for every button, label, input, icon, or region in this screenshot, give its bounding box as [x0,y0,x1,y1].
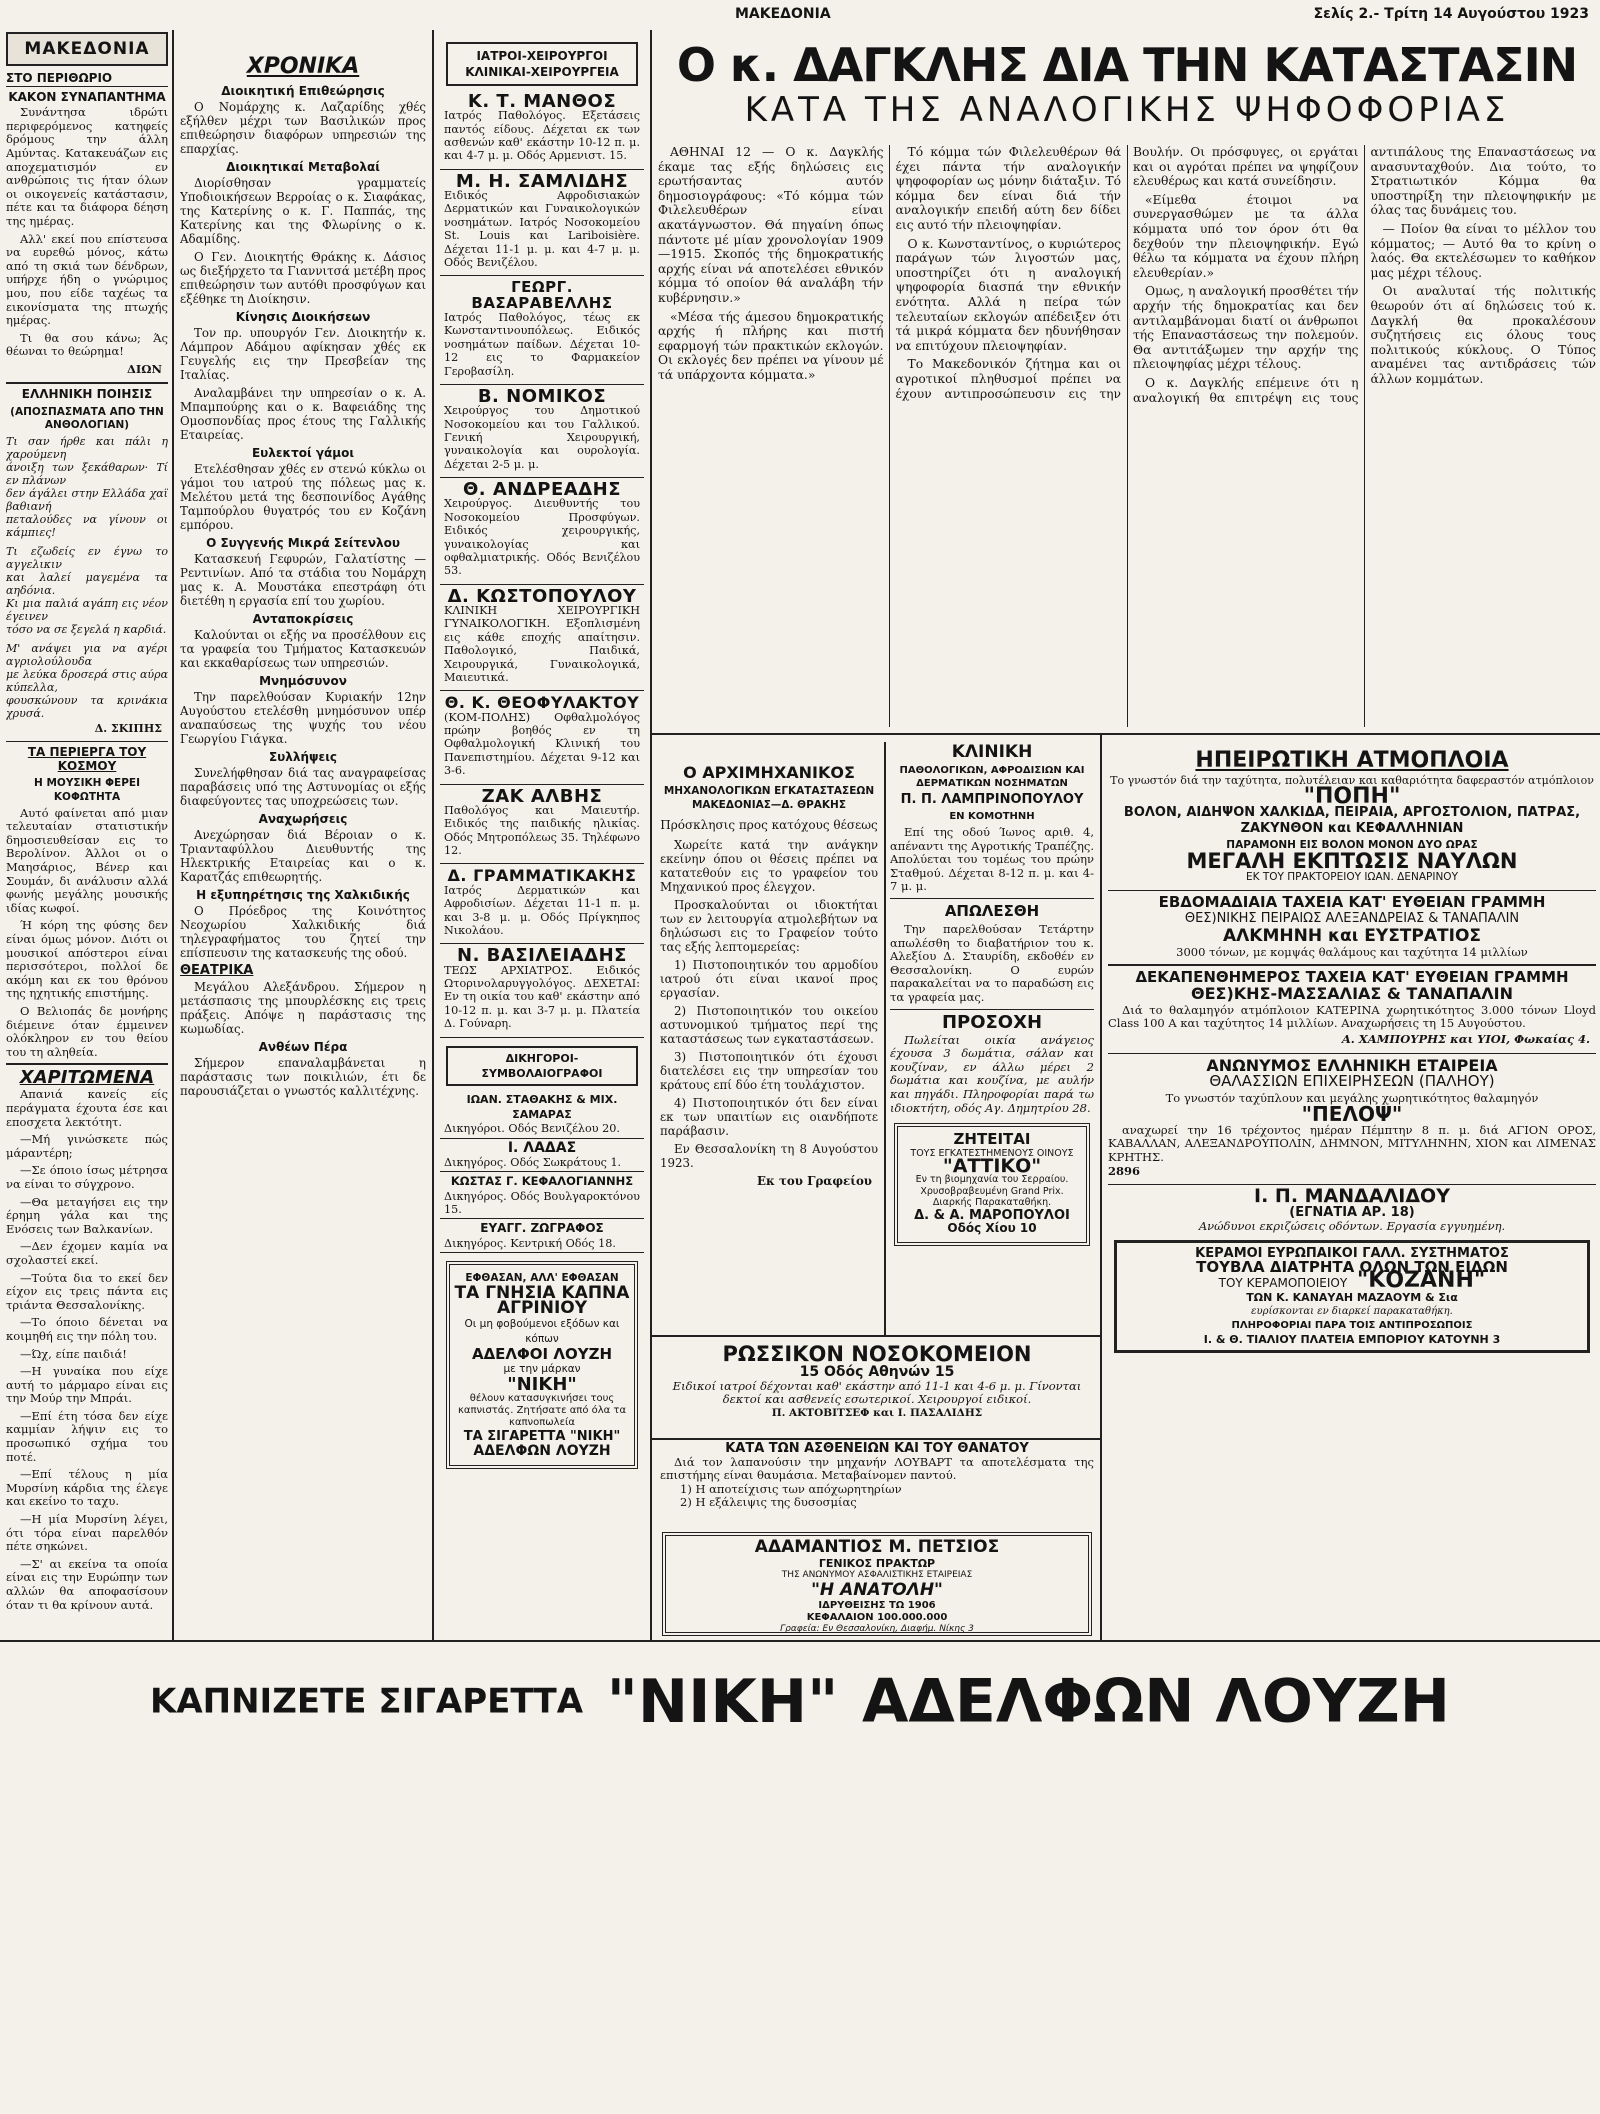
tiles-ad [1114,1240,1590,1354]
poem-line: τόσο να σε ξεγελά η καρδιά. [6,622,167,636]
doctor-listing [440,691,644,784]
tiles-brand: "ΚΟΖΑΝΗ" [1356,1268,1486,1294]
footer-banner [0,1656,1600,1746]
dialogue-line: —Επί έτη τόσα δεν είχε καμμίαν λήψιν εις το προσωπικό σχήμα του ποτέ. [6,1408,168,1464]
fortnightly-line-details: Διά το θαλαμηγόν ατμόπλοιον ΚΑΤΕΡΙΝΑ χωρητικότητος 3.000 τόνων Lloyd Class 100 A και ταχύτητος 14 μιλλίων. Αναχωρήσεις τη 15 Αυγούστου. [1108,1002,1596,1031]
news-item [180,964,426,1036]
poem-line: Μ' ανάψει για να αγέρι αγριολούλουδα [6,641,168,668]
poem-line: φουσκώνουν τα κρινάκια χρυσά. [6,693,168,720]
story-paragraph: Ο κ. Κωνσταντίνος, ο κυριώτερος παράγων τών λιγοστών μας, υποστηρίζει ότι η αναλογική ψηφοφορία διασπά την εθνικήν ενότητα. Αλλά η πείρα τών τελευταίων εκλογών απέδειξεν ότι τά μικρά κόμματα δεν ηδυνήθησαν να επιτύχουν πλειοψηφίαν. [895,236,1121,353]
footer-text-2: "ΝΙΚΗ" [606,1666,839,1737]
weekly-line-route: ΘΕΣ)ΝΙΚΗΣ ΠΕΙΡΑΙΩΣ ΑΛΕΞΑΝΔΡΕΙΑΣ & ΤΑΝΑΠΑΛΙΝ [1184,911,1520,927]
tobacco-ad-line: ΕΦΘΑΣΑΝ, ΑΛΛ' ΕΦΘΑΣΑΝ [465,1272,619,1284]
tiles-line: ΤΩΝ Κ. ΚΑΝΑΥΑΗ ΜΑΖΑΟΥΜ & Σια [1246,1291,1458,1305]
news-item [180,250,426,306]
attention-title: ΠΡΟΣΟΧΗ [941,1012,1043,1034]
insurance-brand: "Η ΑΝΑΤΟΛΗ" [811,1580,943,1600]
against-body: Διά τον λαπανούσιν την μηχανήν ΛΟΥΒΑΡΤ τα αποτελέσματα της επιστήμης είναι θαυμάσια. Μεταβαίνομεν παντού. [660,1454,1094,1483]
tiles-line: ΚΕΡΑΜΟΙ ΕΥΡΩΠΑΙΚΟΙ ΓΑΛΛ. ΣΥΣΤΗΜΑΤΟΣ [1195,1245,1509,1261]
story-paragraph: Τό κόμμα τών Φιλελευθέρων θά έχει πάντα τήν αναλογικήν ψηφοφορίαν ως μόνην διάταξιν. Τό κόμμα δεν είναι διά τήν αναλογικήν επειδή αύτη δεν δίδει εις αυτό τήν πλειοψηφίαν. [895,145,1121,232]
tiles-line: ΤΟΥΒΛΑ ΔΙΑΤΡΗΤΑ ΟΛΩΝ ΤΩΝ ΕΙΔΩΝ [1196,1257,1508,1276]
engineer-signature: Εκ του Γραφείου [757,1174,872,1188]
news-item [180,1040,426,1098]
engineer-title: Ο ΑΡΧΙΜΗΧΑΝΙΚΟΣ [683,763,855,782]
news-item [180,310,426,382]
doctor-name: ΓΕΩΡΓ. ΒΑΣΑΡΑΒΕΛΛΗΣ [471,278,613,312]
article-paragraph: Αλλ' εκεί που επίστευσα να ευρεθώ μόνος, κάτω από τη σκιά των δένδρων, υπήρχε ήδη ο γνώριμος μου, που είδε ταχέως τα εικονίσματα της πτωχής ημέρας. [6,231,168,328]
insurance-founded: ΙΔΡΥΘΕΙΣΗΣ ΤΩ 1906 [818,1600,936,1611]
column-section-heading: ΤΑ ΠΕΡΙΕΡΓΑ ΤΟΥ ΚΟΣΜΟΥ [27,745,147,773]
poem-line: Τι σαν ήρθε και πάλι η χαρούμενη [6,434,168,461]
article-paragraph: Συνάντησα ιδρώτι περιφερόμενος κατηφείς δρόμους την άλλη Αμύντας. Κατακευάζων εις αποχεματισμόν εν ανθρώποις τις ήταν όλων οι οικογενείς κατάστασιν, πέτε και τα διάφορα δέηση της ημέρας. [6,105,168,228]
lawyers-header-text: ΔΙΚΗΓΟΡΟΙ-ΣΥΜΒΟΛΑΙΟΓΡΑΦΟΙ [481,1051,603,1080]
headline-line-1: Ο κ. ΔΑΓΚΛΗΣ ΔΙΑ ΤΗΝ ΚΑΤΑΣΤΑΣΙΝ [676,38,1578,92]
doctor-name: Θ. Κ. ΘΕΟΦΥΛΑΚΤΟΥ [444,693,640,713]
dentist-title: Ι. Π. ΜΑΝΔΑΛΙΔΟΥ [1254,1185,1450,1208]
tobacco-ad-line: ΑΓΡΙΝΙΟΥ [496,1298,588,1319]
news-item [180,386,426,442]
attention-details: Πωλείται οικία ανάγειος έχουσα 3 δωμάτια, σάλαν και κουζίναν, εν άλλω μέρει 2 δωμάτια και κουζίνα, με αυλήν και πηγάδι. Πληροφορίαι παρά τω ιδιοκτήτη, οδός Αγ. Δημητρίου 28. [890,1032,1094,1115]
loss-title: ΑΠΩΛΕΣΘΗ [944,902,1040,921]
news-item-text: Καλούνται οι εξής να προσέλθουν εις τα γραφεία του Τμήματος Κατασκευών και εκκαθαρίσεως των υπηρεσιών. [180,628,426,670]
tobacco-ad-line: Οι μη φοβούμενοι εξόδων και κόπων [464,1317,620,1345]
dentist-address: (ΕΓΝΑΤΙΑ ΑΡ. 18) [1289,1205,1415,1221]
doctor-name: Δ. ΚΩΣΤΟΠΟΥΛΟΥ [447,585,637,607]
news-item-text: Τον πρ. υπουργόν Γεν. Διοικητήν κ. Λάμπρον Αδάμου αφίκησαν χθές εκ Γευγελής εις την Πρεσβείαν της Ιταλίας. [180,326,426,382]
against-point: 2) Η εξάλειψις της δυσοσμίας [680,1495,857,1510]
hospital-address: 15 Οδός Αθηνών 15 [799,1364,955,1380]
doctor-details: Χειρούργος. Διευθυντής του Νοσοκομείου Προσφύγων. Ειδικός χειρουργικής, γυναικολογίας και οφθαλμιατρικής. Οδός Βενιζέλου 53. [444,497,640,578]
article-title: ΚΑΚΟΝ ΣΥΝΑΠΑΝΤΗΜΑ [8,89,166,104]
news-item-heading: Ανθέων Πέρα [258,1040,348,1054]
shipping-route: ΒΟΛΟΝ, ΑΙΔΗΨΟΝ ΧΑΛΚΙΔΑ, ΠΕΙΡΑΙΑ, ΑΡΓΟΣΤΟΛΙΟΝ, ΠΑΤΡΑΣ, ΖΑΚΥΝΘΟΝ και ΚΕΦΑΛΛΗΝΙΑΝ [1123,805,1581,837]
story-paragraph: Ο κ. Δαγκλής επέμεινε ότι η αναλογική θα επιτρέψη εις τους αντιπάλους της Επαναστάσεως να ανασυνταχθούν. Δια τούτο, το Στρατιωτικόν Κόμμα θα υποστηρίξη την πλειοψηφικήν με όλας τας δυνάμεις του. [1133,145,1596,405]
shipping-column [1108,742,1596,1637]
poem [6,435,168,735]
company-ship-name: "ΠΕΛΟΨ" [1301,1101,1403,1126]
doctor-name: Β. ΝΟΜΙΚΟΣ [477,385,607,407]
news-item-heading: Ανταποκρίσεις [252,612,354,626]
fortnightly-line-signature: Α. ΧΑΜΠΟΥΡΗΣ και ΥΙΟΙ, Φωκαίας 4. [1341,1032,1590,1047]
doctor-details: ΤΕΩΣ ΑΡΧΙΑΤΡΟΣ. Ειδικός Ωτορινολαρυγγολόγος. ΔΕΧΕΤΑΙ: Εν τη οικία του καθ' εκάστην από 10-12 π. μ. και 3-7 μ. μ. Πλατεία Δ. Γούναρη. [444,963,640,1031]
hospital-details: Ειδικοί ιατροί δέχονται καθ' εκάστην από 11-1 και 4-6 μ. μ. Γίνονται δεκτοί και ασθενείς εσωτερικοί. Χειρουργοί ειδικοί. [672,1378,1082,1407]
lawyer-name: ΕΥΑΓΓ. ΖΩΓΡΑΦΟΣ [480,1221,604,1236]
tobacco-ad-line: ΤΑ ΓΝΗΣΙΑ ΚΑΠΝΑ [454,1283,630,1304]
engineer-heading: Πρόσκλησις προς κατόχους θέσεως [660,818,878,832]
article-paragraph: Ή κόρη της φύσης δεν είναι όμως μόνον. Διότι οι μουσικοί απόστεροι είναι περισσότεροι, πολλοί δε ακόμη και εκ του θρόνου της ηχητικής επιστήμης. [6,918,168,1001]
article-paragraph: Αυτό φαίνεται από μιαν τελευταίαν στατιστικήν δημοσιευθείσαν εις το Βερολίνον. Άλλοι οι ο Μαησάριος, Βένερ και Σουμάν, δι ανάλυσιν αλλά φωνής μεγάλης μουσικής ιδίας κωφοί. [6,805,168,915]
shipping-intro: Το γνωστόν διά την ταχύτητα, πολυτέλειαν και καθαριότητα δαφεραστόν ατμόπλοιον [1110,773,1594,787]
company-intro: Το γνωστόν ταχύπλουν και μεγάλης χωρητικότητος θαλαμηγόν [1165,1091,1539,1106]
engineer-paragraph: Προσκαλούνται οι ιδιοκτήται των εν λειτουργία ατμολεβήτων να δηλώσωσι εις το Γραφείον τούτο τας εξής λεπτομερείας: [660,898,878,954]
news-item-heading: Μνημόσυνον [259,674,347,688]
poem-author: Δ. ΣΚΙΠΗΣ [94,721,162,735]
news-item [180,612,426,670]
news-item-heading: Κίνησις Διοικήσεων [235,310,371,324]
lawyer-details: Δικηγόροι. Οδός Βενιζέλου 20. [444,1122,620,1136]
news-item-text: Ο Γεν. Διοικητής Θράκης κ. Δάσιος ως διεξήρχετο τα Γιαννιτσά μετέβη προς επιθεώρησιν των αυτόθι προσφύγων και εξέθηκε τη Διοίκησιν. [180,250,426,306]
tiles-line: ευρίσκονται εν διαρκεί παρακαταθήκη. [1251,1305,1453,1317]
doctor-details: Παθολόγος και Μαιευτήρ. Ειδικός της παιδικής ηλικίας. Οδός Μητροπόλεως 35. Τηλέφωνο 12. [444,803,640,858]
news-item-text: Αναλαμβάνει την υπηρεσίαν ο κ. Α. Μπαμπούρης και ο κ. Βαφειάδης της Ομοσπονδίας προς έτους της Γαλλικής Εταιρείας. [180,386,426,442]
doctors-header-text: ΙΑΤΡΟΙ-ΧΕΙΡΟΥΡΓΟΙ ΚΛΙΝΙΚΑΙ-ΧΕΙΡΟΥΡΓΕΙΑ [465,49,619,79]
story-paragraph: — Ποίον θα είναι το μέλλον του κόμματος; — Αυτό θα το κρίνη ο λαός. Θα εκτελέσωμεν το καθήκον μας μέχρι τέλους. [1370,221,1596,280]
engineer-paragraph: 2) Πιστοποιητικόν του οικείου αστυνομικού τμήματος περί της καταστάσεως των εγκαταστάσεων. [660,1004,878,1046]
company-details: αναχωρεί την 16 τρέχοντος ημέραν Πέμπτην 8 π. μ. διά ΑΓΙΟΝ ΟΡΟΣ, ΚΑΒΑΛΛΑΝ, ΑΛΕΞΑΝΔΡΟΥΠΟΛΙΝ, ΔΗΜΝΟΝ, ΜΙΤΥΛΗΝΗΝ, ΧΙΟΝ και ΛΙΜΕΝΑΣ ΚΡΗΤΗΣ. [1108,1122,1596,1165]
news-item-text: Μεγάλου Αλεξάνδρου. Σήμερον η μετάσπασις της μπουρλέσκης εις τρεις πράξεις. Απόψε η παράστασις της κωμωδίας. [180,980,426,1036]
column-section-heading: ΣΤΟ ΠΕΡΙΘΩΡΙΟ [6,72,168,87]
dialogue-line: —Τούτα δια το εκεί δεν είχον εις τρεις πάντα εις τριάντα Θεσσαλονίκης. [6,1270,168,1312]
strip-date: Σελίς 2.- Τρίτη 14 Αυγούστου 1923 [1313,6,1589,22]
weekly-line-title: ΕΒΔΟΜΑΔΙΑΙΑ ΤΑΧΕΙΑ ΚΑΤ' ΕΥΘΕΙΑΝ ΓΡΑΜΜΗ [1158,893,1546,912]
clinic-doctor: Π. Π. ΛΑΜΠΡΙΝΟΠΟΥΛΟΥ [900,791,1084,807]
news-item-text: Ο Πρόεδρος της Κοινότητος Νεοχωρίου Χαλκιδικής διά τηλεγραφήματος του ζητεί την επίσπευσιν της κατασκευής της οδού. [180,904,426,960]
dialogue-line: —Ώχ, είπε παιδιά! [20,1346,127,1361]
article-signature: ΔΙΩΝ [126,361,162,376]
fortnightly-line-title: ΔΕΚΑΠΕΝΘΗΜΕΡΟΣ ΤΑΧΕΙΑ ΚΑΤ' ΕΥΘΕΙΑΝ ΓΡΑΜΜΗ [1135,967,1569,986]
doctor-name: Μ. Η. ΣΑΜΛΙΔΗΣ [455,170,629,192]
tiles-line: ΠΛΗΡΟΦΟΡΙΑΙ ΠΑΡΑ ΤΟΙΣ ΑΝΤΙΠΡΟΣΩΠΟΙΣ [1231,1319,1473,1331]
loss-notice [890,902,1094,1004]
doctor-details: Ιατρός Παθολόγος. Εξετάσεις παντός είδους. Δέχεται εκ των ασθενών καθ' εκάστην 10-12 π. μ. και 4-7 μ. μ. Οδός Αρμενιστ. 15. [444,109,640,163]
doctor-name: Κ. Τ. ΜΑΝΘΟΣ [467,91,617,112]
insurance-role: ΓΕΝΙΚΟΣ ΠΡΑΚΤΩΡ [818,1557,936,1570]
column-3-directory [440,32,644,1637]
hospital-signature: Π. ΑΚΤΟΒΙΤΣΕΦ και Ι. ΠΑΣΑΛΙΔΗΣ [771,1406,983,1419]
tiles-line: ΤΟΥ ΚΕΡΑΜΟΠΟΙΕΙΟΥ [1218,1276,1348,1291]
news-item-text: Διορίσθησαν γραμματείς Υποδιοικήσεων Βερροίας ο κ. Σιαφάκας, της Κατερίνης ο κ. Γ. Παππάς, της Κατερίνης και της Φλωρίνης ο κ. Αδαμίδης. [180,176,426,246]
dialogue-line: —Δεν έχομεν καμία να σχολαστεί εκεί. [6,1239,168,1267]
news-item-heading: Ο Συγγενής Μικρά Σείτενλου [206,536,400,550]
poem-line: και λαλεί μαγεμένα τα αηδόνια. [6,570,168,597]
insurance-ad [662,1532,1092,1636]
doctor-name: ΖΑΚ ΑΛΒΗΣ [481,785,603,807]
top-strip [725,6,1595,24]
wine-ad-owner: Δ. & Α. ΜΑΡΟΠΟΥΛΟΙ [914,1207,1070,1223]
dialogue-line: —Μή γινώσκετε πώς μάραντέρη; [6,1132,168,1160]
against-diseases-ad [660,1442,1094,1528]
wine-ad-body: Εν τη βιομηχανία του Σερραίου. Χρυσοβραβευμένη Grand Prix. Διαρκής Παρακαταθήκη. [915,1174,1069,1209]
doctors-header-box [446,42,638,86]
lawyer-listing [440,1090,644,1139]
news-item [180,536,426,608]
story-paragraph: «Είμεθα έτοιμοι να συνεργασθώμεν με τα άλλα κόμματα υπό τον όρον ότι θα δεχθούν την πλειοψηφικήν. Εγώ θέλω τα κόμματα να έχουν πλήρη ελευθερίαν.» [1133,192,1359,280]
weekly-line-ships-info: 3000 τόνων, με κομψάς θαλάμους και ταχύτητα 14 μιλλίων [1176,944,1528,959]
strip-paper-name: ΜΑΚΕΔΟΝΙΑ [735,6,831,22]
weekly-line-ships: ΑΛΚΜΗΝΗ και ΕΥΣΤΡΑΤΙΟΣ [1222,925,1482,946]
shipping-agent: ΕΚ ΤΟΥ ΠΡΑΚΤΟΡΕΙΟΥ ΙΩΑΝ. ΔΕΝΑΡΙΝΟΥ [1246,870,1458,883]
news-item [180,750,426,808]
doctor-details: Ιατρός Παθολόγος, τέως εκ Κωνσταντινουπόλεως. Ειδικός νοσημάτων παίδων. Δέχεται 10-12 εις το Φαρμακείον Γεροβασίλη. [444,310,640,378]
engineer-paragraph: 4) Πιστοποιητικόν ότι δεν είναι εκ των υπαιτίων εις οιανδήποτε παράβασιν. [660,1096,878,1138]
article-paragraph: Ο Βελιοπάς δε μονήρης διέμεινε όταν έμμεινεν ολόκληρον εν του θείου του τη αληθεία. [6,1003,168,1059]
shipping-discount: ΜΕΓΑΛΗ ΕΚΠΤΩΣΙΣ ΝΑΥΛΩΝ [1186,849,1518,874]
news-item-text: Ετελέσθησαν χθές εν στενώ κύκλω οι γάμοι του ιατρού της πόλεως μας κ. Μελέτου μετά της δεσποινίδος Αγάθης Ταμπούρλου θυγατρός του εν Κοζάνη εμπόρου. [180,462,426,532]
dialogue-line: —Σ' αι εκείνα τα οποία είναι εις την Ευρώπην των αλλών θα αποφασίσουν όταν τι θα κρίνουν αυτά. [6,1556,168,1612]
lawyer-listing [440,1219,644,1253]
doctor-listing [440,585,644,692]
engineer-notice [660,742,878,1332]
engineer-paragraph: 1) Πιστοποιητικόν του αρμοδίου ιατρού ότι είναι ικανοί προς εργασίαν. [660,958,878,1000]
dialogue-line: —Σε όποιο ίσως μέτρησα να είναι το σύγχρονο. [6,1163,168,1191]
poem-line: Κι μια παλιά αγάπη εις νέον έγεινεν [6,596,168,623]
lawyer-name: Ι. ΛΑΔΑΣ [507,1139,577,1156]
shipping-title: ΗΠΕΙΡΩΤΙΚΗ ΑΤΜΟΠΛΟΙΑ [1195,748,1509,773]
insurance-name: ΑΔΑΜΑΝΤΙΟΣ Μ. ΠΕΤΣΙΟΣ [754,1537,1000,1557]
engineer-paragraph: 3) Πιστοποιητικόν ότι έχουσι διατελέσει εις την υπηρεσίαν του κράτους επί δύο έτη τουλάχιστον. [660,1050,878,1092]
attention-notice [890,1012,1094,1115]
article-title: Η ΜΟΥΣΙΚΗ ΦΕΡΕΙ ΚΟΦΩΤΗΤΑ [34,777,140,804]
against-point: 1) Η αποτείχισις των απόχωρητηρίων [680,1481,902,1496]
dialogue-line: —Η μία Μυρσίνη λέγει, ότι τόρα είναι παρελθόν πέτε σηκώνει. [6,1512,168,1554]
news-item [180,888,426,960]
news-item-heading: ΘΕΑΤΡΙΚΑ [180,963,254,978]
insurance-office: Γραφεία: Εν Θεσσαλονίκη, Διαφήμ. Νίκης 3 [780,1624,974,1634]
insurance-capital: ΚΕΦΑΛΑΙΟΝ 100.000.000 [806,1612,948,1623]
news-item-text: Ο Νομάρχης κ. Λαζαρίδης χθές εξήλθεν μέχρι των Βασιλικών προς επιθεώρησιν διαφόρων υπηρεσιών της επαρχίας. [180,100,426,156]
story-paragraph: Το Μακεδονικόν ζήτημα και οι αγροτικοί πληθυσμοί πρέπει να έχουν αντιπροσώπευσιν εις την Βουλήν. Οι πρόσφυγες, οι εργάται και οι αγρόται πρέπει να ψηφίζουν ελευθέρως και κατά συνείδησιν. [895,145,1359,401]
news-item-text: Ανεχώρησαν διά Βέροιαν ο κ. Τριανταφύλλου Διευθυντής της Ηλεκτρικής Εταιρείας και ο κ. Καρατζάς επιθεωρητής. [180,828,426,884]
news-item-heading: Διοικητικαί Μεταβολαί [226,160,380,174]
news-item-text: Σήμερον επαναλαμβάνεται η παράστασις των ποικιλιών, έτι δε παρουσιάζεται ο γνωστός καλλιτέχνης. [180,1056,426,1098]
notices-column [890,742,1094,1337]
doctor-details: Ιατρός Δερματικών και Αφροδισίων. Δέχεται 11-1 π. μ. και 3-8 μ. μ. Οδός Πρίγκηπος Νικολάου. [444,883,640,937]
news-item-text: Την παρελθούσαν Κυριακήν 12ην Αυγούστου ετελέσθη μνημόσυνον υπέρ αναπαύσεως της ψυχής του νέου Γεωργίου Γιάγκα. [180,690,426,746]
lawyer-details: Δικηγόρος. Οδός Σωκράτους 1. [444,1155,622,1169]
doctor-details: (ΚΟΜ-ΠΟΛΗΣ) Οφθαλμολόγος πρώην βοηθός εν τη Οφθαλμολογική Κλινική του Πανεπιστημίου. Δέχεται 9-12 και 3-6. [444,710,640,778]
wine-ad-title: ΖΗΤΕΙΤΑΙ [953,1130,1031,1149]
poem-line: πεταλούδες να γίνουν οι κάμπιες! [6,512,168,539]
main-story [658,145,1596,727]
doctor-listing [440,90,644,170]
news-item-heading: Διοικητική Επιθεώρησις [221,84,385,98]
fortnightly-line-route: ΘΕΣ)ΚΗΣ-ΜΑΣΣΑΛΙΑΣ & ΤΑΝΑΠΑΛΙΝ [1191,983,1513,1003]
news-item-heading: Ευλεκτοί γάμοι [251,446,355,460]
poem-line: δεν άγάλει στην Ελλάδα χαϊ βαθιανή [6,486,168,513]
column-2 [180,32,426,1637]
doctor-listing [440,785,644,865]
lawyers-header-box [446,1046,638,1086]
lawyer-details: Δικηγόρος. Οδός Βουλγαροκτόνου 15. [444,1189,640,1216]
hospital-title: ΡΩΣΣΙΚΟΝ ΝΟΣΟΚΟΜΕΙΟΝ [722,1342,1032,1366]
doctor-details: Ειδικός Αφροδισιακών Δερματικών και Γυναικολογικών νοσημάτων. Ιατρός Νοσοκομείου St. Louis και Lariboisière. Δέχεται 11-1 μ. μ. και 4-7 μ. μ. Οδός Βενιζέλου. [444,189,640,270]
column-1 [6,32,168,1637]
story-paragraph: Οι αναλυταί τής πολιτικής θεωρούν ότι αί δηλώσεις τού κ. Δαγκλή θα προκαλέσουν συζητήσεις εις όλους τους πολιτικούς κύκλους. Ο Τύπος αναμένει τας αντιδράσεις τών άλλων κομμάτων. [1370,284,1596,386]
doctor-details: Χειρούργος του Δημοτικού Νοσοκομείου και του Γαλλικού. Γενική Χειρουργική, γυναικολογία και ουρολογία. Δέχεται 2-5 μ. μ. [444,404,640,471]
news-item [180,674,426,746]
doctor-name: Θ. ΑΝΔΡΕΑΔΗΣ [462,479,622,501]
section-heading-charitomena: ΧΑΡΙΤΩΜΕΝΑ [19,1066,155,1088]
engineer-paragraph: Εν Θεσσαλονίκη τη 8 Αυγούστου 1923. [660,1142,878,1170]
article-paragraph: Τι θα σου κάνω; Άς θέωναι το θεώρημα! [6,330,168,359]
tobacco-ad-line: θέλουν κατασυγκινήσει τους καπνιστάς. Ζητήσατε από όλα τα καπνοπωλεία [457,1392,627,1428]
dialogue-line: —Η γυναίκα που είχε αυτή το μάρμαρο είναι εις την Μούρ την Μπράι. [6,1364,168,1406]
lawyer-listing [440,1172,644,1219]
column-section-heading: ΕΛΛΗΝΙΚΗ ΠΟΙΗΣΙΣ [21,386,153,401]
tobacco-ad-line: "ΝΙΚΗ" [507,1374,577,1396]
engineer-subtitle: ΜΗΧΑΝΟΛΟΓΙΚΩΝ ΕΓΚΑΤΑΣΤΑΣΕΩΝ ΜΑΚΕΔΟΝΙΑΣ—Δ. ΘΡΑΚΗΣ [663,785,875,811]
doctor-listing [440,944,644,1037]
tobacco-ad-line: ΑΔΕΛΦΩΝ ΛΟΥΖΗ [473,1442,611,1459]
dialogue-line: —Το όποιο δένεται να κοιμηθή εις την πόλη του. [6,1315,168,1343]
doctor-name: Δ. ΓΡΑΜΜΑΤΙΚΑΚΗΣ [447,866,637,886]
doctor-listing [440,864,644,944]
doctor-name: Ν. ΒΑΣΙΛΕΙΑΔΗΣ [457,945,627,967]
doctor-listing [440,478,644,585]
dentist-details: Ανώδυνοι εκριζώσεις οδόντων. Εργασία εγγυημένη. [1198,1218,1506,1233]
insurance-company: ΤΗΣ ΑΝΩΝΥΜΟΥ ΑΣΦΑΛΙΣΤΙΚΗΣ ΕΤΑΙΡΕΙΑΣ [781,1570,973,1580]
story-paragraph: ΑΘΗΝΑΙ 12 — Ο κ. Δαγκλής έκαμε τας εξής δηλώσεις εις ερωτήσαντας αυτόν δημοσιογράφους: «Τό κόμμα τών Φιλελευθέρων είναι ακατάγνωστον. Θά πηγαίνη όπως πάντοτε μέ μίαν χρονολογίαν 1909—1915. Σκοπός τής δημοκρατικής αρχής είναι νά αποτελέσει εθνικόν κόμμα τό οποίον θά αναλάβη τήν κυβέρνησιν.» [658,145,884,305]
news-item-heading: Η εξυπηρέτησις της Χαλκιδικής [196,888,410,902]
poem-line: άνοιξη των ξεκάθαρων· Τί εν πλάνων [6,460,168,487]
doctor-listing [440,170,644,277]
tobacco-ad [446,1261,638,1469]
wine-ad [894,1123,1090,1245]
main-headline [658,40,1596,140]
news-item [180,84,426,156]
doctor-listing [440,276,644,384]
company-title: ΑΝΩΝΥΜΟΣ ΕΛΛΗΝΙΚΗ ΕΤΑΙΡΕΙΑ [1206,1056,1498,1076]
clinic-details: Επί της οδού Ίωνος αριθ. 4, απέναντι της Αγροτικής Τραπέζης. Απολύεται του τομέως του πρώην Σταθμού. Δέχεται 8-12 π. μ. και 4-7 μ. μ. [890,824,1094,894]
news-item-heading: Συλλήψεις [268,750,338,764]
company-subtitle: ΘΑΛΑΣΣΙΩΝ ΕΠΙΧΕΙΡΗΣΕΩΝ (ΠΑΛΗΟΥ) [1209,1072,1495,1091]
dialogue-line: Απανιά κανείς είς περάγματα έχουτα έσε και εποσχετα λεκτότητ. [6,1087,168,1129]
clinic-subtitle: ΠΑΘΟΛΟΓΙΚΩΝ, ΑΦΡΟΔΙΣΙΩΝ ΚΑΙ ΔΕΡΜΑΤΙΚΩΝ ΝΟΣΗΜΑΤΩΝ [899,764,1085,790]
section-heading-chronika: ΧΡΟΝΙΚΑ [246,54,360,79]
poem-line: Τι εζωδείς εν έγνω το αγγελικιν [6,544,168,571]
poem-line: με λεύκα δροσερά στις αύρα κύπελλα, [6,667,168,694]
clinic-ad [890,742,1094,894]
news-item [180,446,426,532]
logo-box [6,32,168,66]
lawyer-name: ΙΩΑΝ. ΣΤΑΘΑΚΗΣ & ΜΙΧ. ΣΑΜΑΡΑΣ [466,1092,618,1122]
tobacco-ad-line: ΑΔΕΛΦΟΙ ΛΟΥΖΗ [471,1345,613,1364]
article-title: (ΑΠΟΣΠΑΣΜΑΤΑ ΑΠΟ ΤΗΝ ΑΝΘΟΛΟΓΙΑΝ) [10,405,164,432]
dialogue-line: —Θα μεταγήσει εις την έρημη γάλα και της Ενόσεις των Βαλκανίων. [6,1194,168,1236]
news-item [180,812,426,884]
news-item-text: Συνελήφθησαν διά τας αναγραφείσας παραβάσεις υπό της Αστυνομίας οι εξής διαφεύγοντες τας υποχρεώσεις των. [180,766,426,808]
dialogue-line: —Επί τέλους η μία Μυρσίνη κάρδια της έλεγε και εκείνο το ταχυ. [6,1467,168,1509]
against-title: ΚΑΤΑ ΤΩΝ ΑΣΘΕΝΕΙΩΝ ΚΑΙ ΤΟΥ ΘΑΝΑΤΟΥ [725,1441,1029,1456]
headline-line-2: ΚΑΤΑ ΤΗΣ ΑΝΑΛΟΓΙΚΗΣ ΨΗΦΟΦΟΡΙΑΣ [744,90,1510,130]
story-paragraph: Ομως, η αναλογική προσθέτει τήν αρχήν τής δημοκρατίας και δεν αντιλαμβάνομαι διατί οι άνθρωποι τής Επαναστάσεως την πολεμούν. Θα αντιτάξωμεν την αρχήν της πλειοψηφίας μέχρι τέλους. [1133,284,1359,372]
wine-ad-address: Οδός Χίου 10 [947,1221,1037,1236]
clinic-city: ΕΝ ΚΟΜΟΤΗΝΗ [949,811,1035,823]
shipping-stopover: ΠΑΡΑΜΟΝΗ ΕΙΣ ΒΟΛΟΝ ΜΟΝΟΝ ΔΥΟ ΩΡΑΣ [1226,839,1478,852]
wine-ad-name: "ΑΤΤΙΚΟ" [942,1155,1042,1178]
lawyer-details: Δικηγόρος. Κεντρική Οδός 18. [444,1236,616,1250]
engineer-paragraph: Χωρείτε κατά την ανάγκην εκείνην όπου οι θέσεις πρέπει να κατατεθούν εις το γραφείον του Μηχανικού προς έλεγχον. [660,838,878,894]
clinic-title: ΚΛΙΝΙΚΗ [951,742,1033,762]
lawyer-name: ΚΩΣΤΑΣ Γ. ΚΕΦΑΛΟΓΙΑΝΝΗΣ [450,1174,634,1189]
loss-details: Την παρελθούσαν Τετάρτην απωλέσθη το διαβατήριον του κ. Αλεξίου Δ. Σταυρίδη, εκδοθέν εν Θεσσαλονίκη. Ο ευρών παρακαλείται να το παραδώση εις τα γραφεία μας. [890,922,1094,1004]
logo-text: ΜΑΚΕΔΟΝΙΑ [24,39,150,59]
doctor-details: ΚΛΙΝΙΚΗ ΧΕΙΡΟΥΡΓΙΚΗ ΓΥΝΑΙΚΟΛΟΓΙΚΗ. Εξοπλισμένη εις κάθε εποχής απαίτησιν. Παθολογικό, Παιδικά, Χειρουργικά, Γυναικολογικά, Μαιευτικά. [444,603,640,685]
russian-hospital-ad [660,1342,1094,1434]
company-code: 2896 [1108,1164,1141,1179]
tobacco-ad-line: με την μάρκαν [503,1363,581,1376]
wine-ad-subtitle: ΤΟΥΣ ΕΓΚΑΤΕΣΤΗΜΕΝΟΥΣ ΟΙΝΟΥΣ [910,1147,1074,1159]
news-item [180,160,426,246]
news-item-heading: Αναχωρήσεις [258,812,348,826]
news-item-text: Κατασκευή Γεφυρών, Γαλατίστης — Ρεντινίων. Από τα στάδια του Νομάρχη μας κ. Α. Μουστάκα επεστράφη ότι διετέθη η εργασία επί του χωρίου. [180,552,426,608]
tobacco-ad-line: ΤΑ ΣΙΓΑΡΕΤΤΑ "ΝΙΚΗ" [463,1428,621,1444]
lawyer-listing [440,1139,644,1173]
story-paragraph: «Μέσα τής άμεσου δημοκρατικής αρχής ή πλήρης και πιστή εφαρμογή τών πρακτικών εκλογών. Οι εκλογές δεν πρέπει να γίνουν μέ τά υπάρχοντα κόμματα.» [658,309,884,382]
footer-text-3: ΑΔΕΛΦΩΝ ΛΟΥΖΗ [861,1666,1451,1737]
doctor-listing [440,385,644,478]
tiles-line: Ι. & Θ. ΤΙΑΛΙΟΥ ΠΛΑΤΕΙΑ ΕΜΠΟΡΙΟΥ ΚΑΤΟΥΝΗ 3 [1203,1332,1501,1346]
footer-text-1: ΚΑΠΝΙΖΕΤΕ ΣΙΓΑΡΕΤΤΑ [149,1681,584,1722]
shipping-ship-name: "ΠΟΠΗ" [1303,783,1401,809]
